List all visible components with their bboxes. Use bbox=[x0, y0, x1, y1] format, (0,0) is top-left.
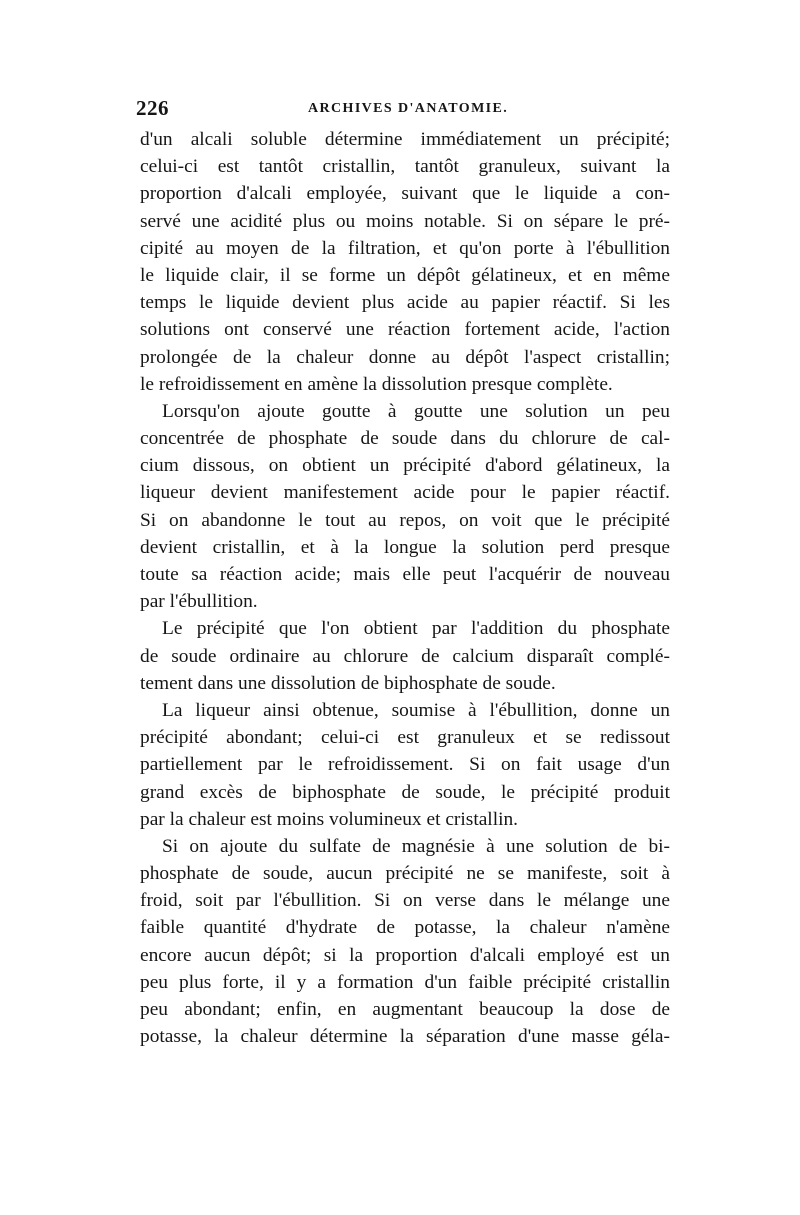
text-line: encore aucun dépôt; si la proportion d'alcali employé est un bbox=[140, 944, 670, 966]
paragraph bbox=[140, 833, 670, 1051]
text-line: Le précipité que l'on obtient par l'addition du phosphate bbox=[162, 618, 670, 640]
text-line: temps le liquide devient plus acide au papier réactif. Si les bbox=[140, 292, 670, 314]
text-line: servé une acidité plus ou moins notable. Si on sépare le pré- bbox=[140, 210, 670, 232]
text-line: proportion d'alcali employée, suivant que le liquide a con- bbox=[140, 183, 670, 205]
running-title: ARCHIVES D'ANATOMIE. bbox=[308, 101, 509, 116]
text-line: tement dans une dissolution de biphosphate de soude. bbox=[140, 672, 556, 694]
text-line: le refroidissement en amène la dissolution presque complète. bbox=[140, 373, 613, 395]
text-line: phosphate de soude, aucun précipité ne se manifeste, soit à bbox=[140, 863, 670, 885]
text-line: le liquide clair, il se forme un dépôt gélatineux, et en même bbox=[140, 264, 670, 286]
text-line: liqueur devient manifestement acide pour le papier réactif. bbox=[140, 482, 670, 504]
text-line: froid, soit par l'ébullition. Si on verse dans le mélange une bbox=[140, 890, 670, 912]
book-page bbox=[136, 96, 670, 1050]
text-line: toute sa réaction acide; mais elle peut l'acquérir de nouveau bbox=[140, 564, 670, 585]
page-header bbox=[136, 96, 670, 126]
text-line: cipité au moyen de la filtration, et qu'on porte à l'ébullition bbox=[140, 237, 670, 259]
text-line: précipité abondant; celui-ci est granuleux et se redissout bbox=[140, 727, 670, 749]
text-line: faible quantité d'hydrate de potasse, la chaleur n'amène bbox=[140, 917, 670, 939]
paragraph bbox=[140, 126, 670, 398]
text-line: par la chaleur est moins volumineux et cristallin. bbox=[140, 808, 519, 830]
paragraph bbox=[140, 697, 670, 833]
text-line: peu plus forte, il y a formation d'un faible précipité cristallin bbox=[140, 971, 670, 993]
page-number: 226 bbox=[136, 96, 169, 120]
text-line: grand excès de biphosphate de soude, le précipité produit bbox=[140, 781, 670, 803]
text-line: concentrée de phosphate de soude dans du chlorure de cal- bbox=[140, 428, 670, 450]
text-line: peu abondant; enfin, en augmentant beaucoup la dose de bbox=[140, 999, 670, 1020]
text-line: par l'ébullition. bbox=[140, 591, 258, 613]
text-line: d'un alcali soluble détermine immédiatement un précipité; bbox=[140, 129, 670, 150]
text-line: Lorsqu'on ajoute goutte à goutte une solution un peu bbox=[162, 400, 670, 422]
paragraph bbox=[140, 615, 670, 697]
text-line: Si on ajoute du sulfate de magnésie à une solution de bi- bbox=[162, 835, 670, 857]
text-line: celui-ci est tantôt cristallin, tantôt granuleux, suivant la bbox=[140, 156, 670, 178]
text-line: La liqueur ainsi obtenue, soumise à l'ébullition, donne un bbox=[162, 699, 670, 721]
text-line: de soude ordinaire au chlorure de calcium disparaît complé- bbox=[140, 645, 670, 667]
text-line: solutions ont conservé une réaction fortement acide, l'action bbox=[140, 319, 670, 341]
text-line: potasse, la chaleur détermine la séparation d'une masse géla- bbox=[140, 1026, 670, 1048]
text-line: devient cristallin, et à la longue la solution perd presque bbox=[140, 536, 670, 558]
text-line: prolongée de la chaleur donne au dépôt l'aspect cristallin; bbox=[140, 346, 670, 368]
paragraph bbox=[140, 398, 670, 616]
text-line: partiellement par le refroidissement. Si on fait usage d'un bbox=[140, 754, 670, 776]
text-line: Si on abandonne le tout au repos, on voit que le précipité bbox=[140, 509, 670, 531]
text-line: cium dissous, on obtient un précipité d'abord gélatineux, la bbox=[140, 455, 670, 477]
body-text bbox=[140, 126, 670, 1050]
